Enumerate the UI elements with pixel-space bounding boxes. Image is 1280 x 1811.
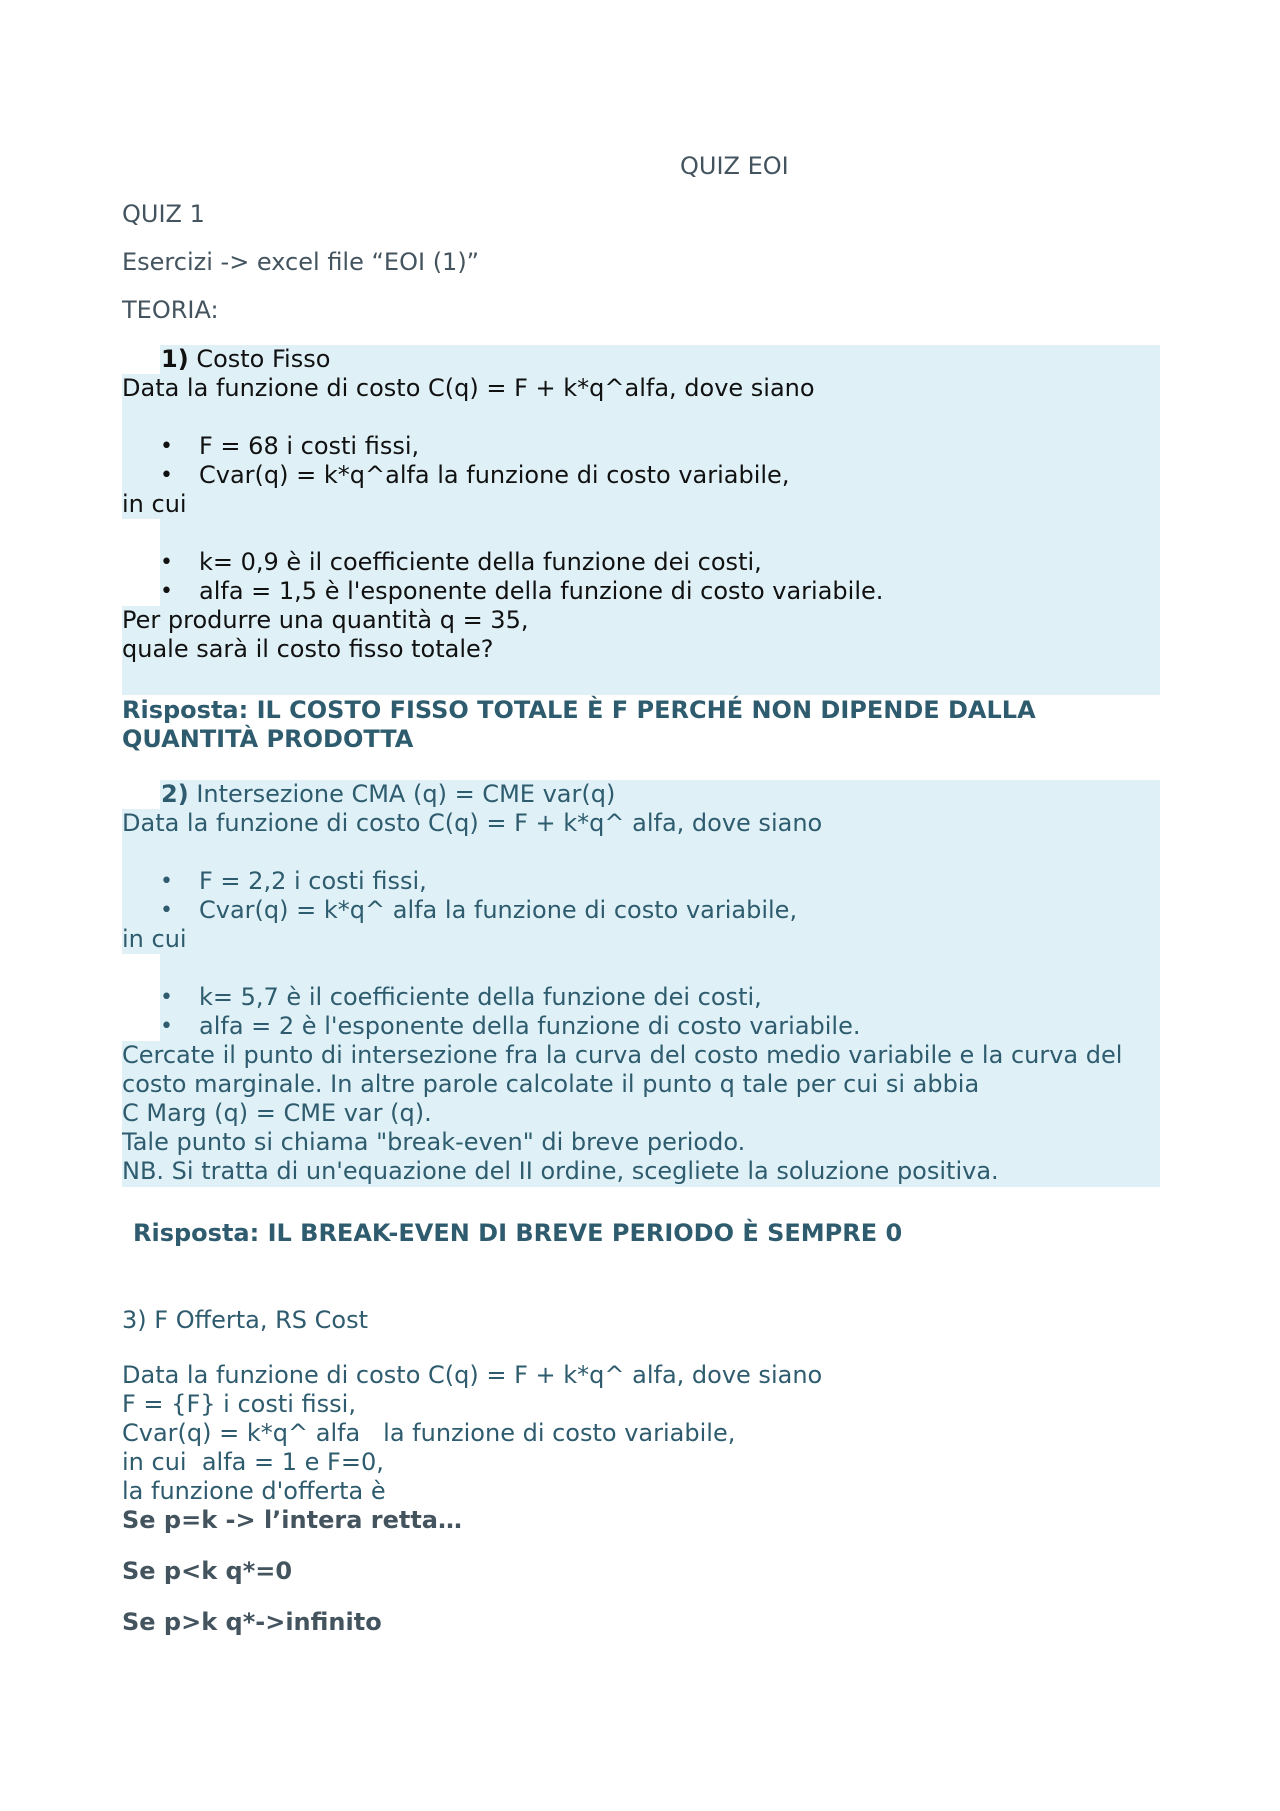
q3-line: F = {F} i costi fissi, — [122, 1390, 356, 1418]
q1-answer-line: Risposta: IL COSTO FISSO TOTALE È F PERCHÉ NON DIPENDE DALLA — [122, 696, 1036, 724]
bullet-icon: • — [160, 898, 173, 923]
q1-bullet-b1: k= 0,9 è il coefficiente della funzione dei costi, — [199, 548, 762, 576]
bullet-icon: • — [160, 550, 173, 575]
q3-line: in cui alfa = 1 e F=0, — [122, 1448, 384, 1476]
q2-bullet-a1: F = 2,2 i costi fissi, — [199, 867, 427, 895]
q1-question-line: quale sarà il costo fisso totale? — [122, 635, 494, 663]
bullet-icon: • — [160, 869, 173, 894]
bullet-icon: • — [160, 463, 173, 488]
q3-line: la funzione d'offerta è — [122, 1477, 386, 1505]
q1-number: 1) — [161, 345, 189, 373]
q1-bullet-a2: Cvar(q) = k*q^alfa la funzione di costo variabile, — [199, 461, 790, 489]
q1-intro: Data la funzione di costo C(q) = F + k*q^alfa, dove siano — [122, 374, 815, 402]
q1-bullet-a1: F = 68 i costi fissi, — [199, 432, 420, 460]
q2-in-cui: in cui — [122, 925, 187, 953]
q2-heading-line — [161, 780, 615, 809]
document-title: QUIZ EOI — [680, 152, 789, 180]
q2-question-line: NB. Si tratta di un'equazione del II ordine, scegliete la soluzione positiva. — [122, 1157, 999, 1185]
q2-bullet-a2: Cvar(q) = k*q^ alfa la funzione di costo variabile, — [199, 896, 798, 924]
q3-line: Data la funzione di costo C(q) = F + k*q^ alfa, dove siano — [122, 1361, 823, 1389]
q2-question-line: costo marginale. In altre parole calcolate il punto q tale per cui si abbia — [122, 1070, 980, 1098]
q2-bullet-b1: k= 5,7 è il coefficiente della funzione dei costi, — [199, 983, 762, 1011]
q3-line: Cvar(q) = k*q^ alfa la funzione di costo variabile, — [122, 1419, 736, 1447]
q1-question-line: Per produrre una quantità q = 35, — [122, 606, 529, 634]
q2-question-line: Cercate il punto di intersezione fra la curva del costo medio variabile e la curva del — [122, 1041, 1123, 1069]
theory-label: TEORIA: — [122, 296, 219, 324]
q3-answer: Se p=k -> l’intera retta… — [122, 1506, 462, 1534]
q2-number: 2) — [161, 780, 189, 808]
bullet-icon: • — [160, 985, 173, 1010]
quiz-label: QUIZ 1 — [122, 200, 205, 228]
q3-answer: Se p>k q*->infinito — [122, 1608, 382, 1636]
q3-heading: 3) F Offerta, RS Cost — [122, 1306, 369, 1334]
bullet-icon: • — [160, 579, 173, 604]
bullet-icon: • — [160, 1014, 173, 1039]
q2-heading: Intersezione CMA (q) = CME var(q) — [196, 780, 616, 808]
q1-heading: Costo Fisso — [196, 345, 331, 373]
q2-bullet-b2: alfa = 2 è l'esponente della funzione di costo variabile. — [199, 1012, 861, 1040]
q2-intro: Data la funzione di costo C(q) = F + k*q^ alfa, dove siano — [122, 809, 823, 837]
q1-in-cui: in cui — [122, 490, 187, 518]
q2-question-line: C Marg (q) = CME var (q). — [122, 1099, 432, 1127]
exercises-line: Esercizi -> excel file “EOI (1)” — [122, 248, 480, 276]
q1-answer-line: QUANTITÀ PRODOTTA — [122, 725, 414, 753]
q2-question-line: Tale punto si chiama "break-even" di breve periodo. — [122, 1128, 746, 1156]
q1-bullet-b2: alfa = 1,5 è l'esponente della funzione di costo variabile. — [199, 577, 884, 605]
bullet-icon: • — [160, 434, 173, 459]
q2-answer: Risposta: IL BREAK-EVEN DI BREVE PERIODO È SEMPRE 0 — [133, 1219, 903, 1247]
q3-answer: Se p<k q*=0 — [122, 1557, 293, 1585]
q1-heading-line — [161, 345, 330, 374]
